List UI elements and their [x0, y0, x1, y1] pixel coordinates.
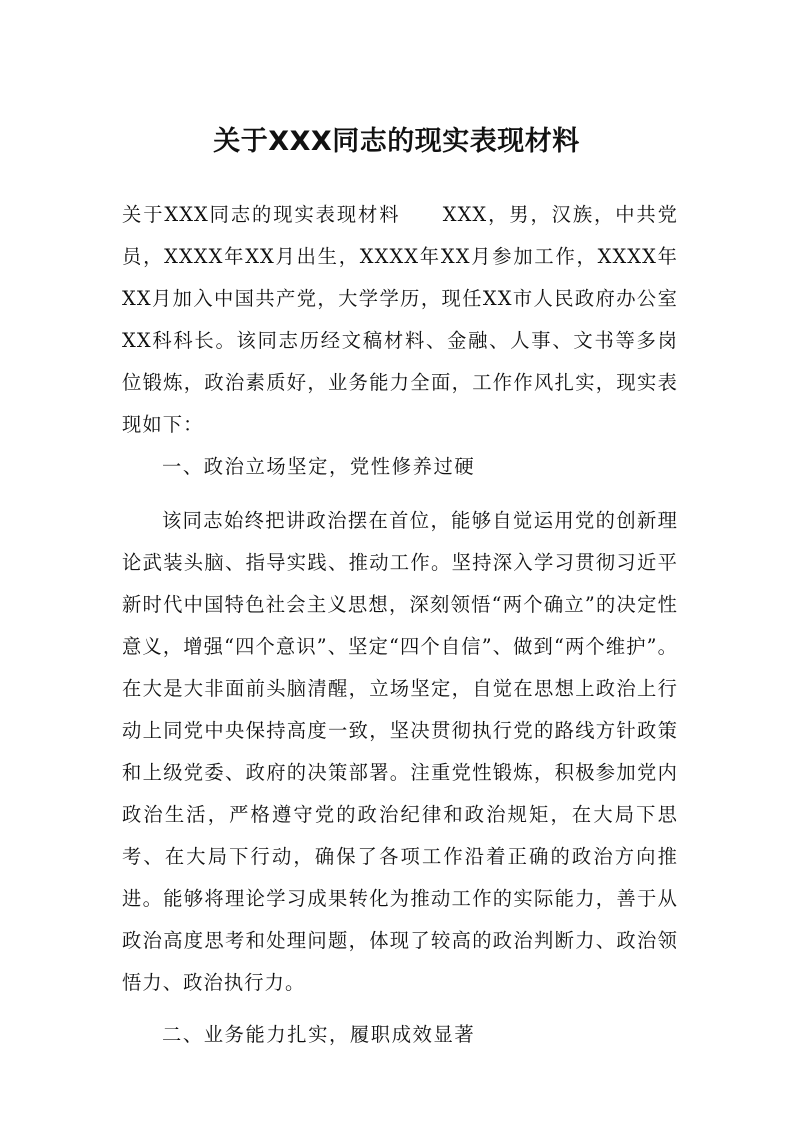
intro-paragraph: 关于XXX同志的现实表现材料 XXX，男，汉族，中共党员，XXXX年XX月出生，XXXX年XX月参加工作，XXXX年XX月加入中国共产党，大学学历，现任XX市人民政府办公室XX科科长。该同志历经文稿材料、金融、人事、文书等多岗位锻炼，政治素质好，业务能力全面，工作作风扎实，现实表现如下：	[122, 203, 678, 436]
section-paragraph-political: 该同志始终把讲政治摆在首位，能够自觉运用党的创新理论武装头脑、指导实践、推动工作。坚持深入学习贯彻习近平新时代中国特色社会主义思想，深刻领悟“两个确立”的决定性意义，增强“四个意识”、坚定“四个自信”、做到“两个维护”。在大是大非面前头脑清醒，立场坚定，自觉在思想上政治上行动上同党中央保持高度一致，坚决贯彻执行党的路线方针政策和上级党委、政府的决策部署。注重党性锻炼，积极参加党内政治生活，严格遵守党的政治纪律和政治规矩，在大局下思考、在大局下行动，确保了各项工作沿着正确的政治方向推进。能够将理论学习成果转化为推动工作的实际能力，善于从政治高度思考和处理问题，体现了较高的政治判断力、政治领悟力、政治执行力。	[122, 509, 678, 994]
document-title: 关于XXX同志的现实表现材料	[213, 126, 580, 157]
section-heading-political: 一、政治立场坚定，党性修养过硬	[162, 455, 476, 478]
document-body	[122, 194, 678, 1056]
section-heading-business: 二、业务能力扎实，履职成效显著	[162, 1023, 476, 1046]
